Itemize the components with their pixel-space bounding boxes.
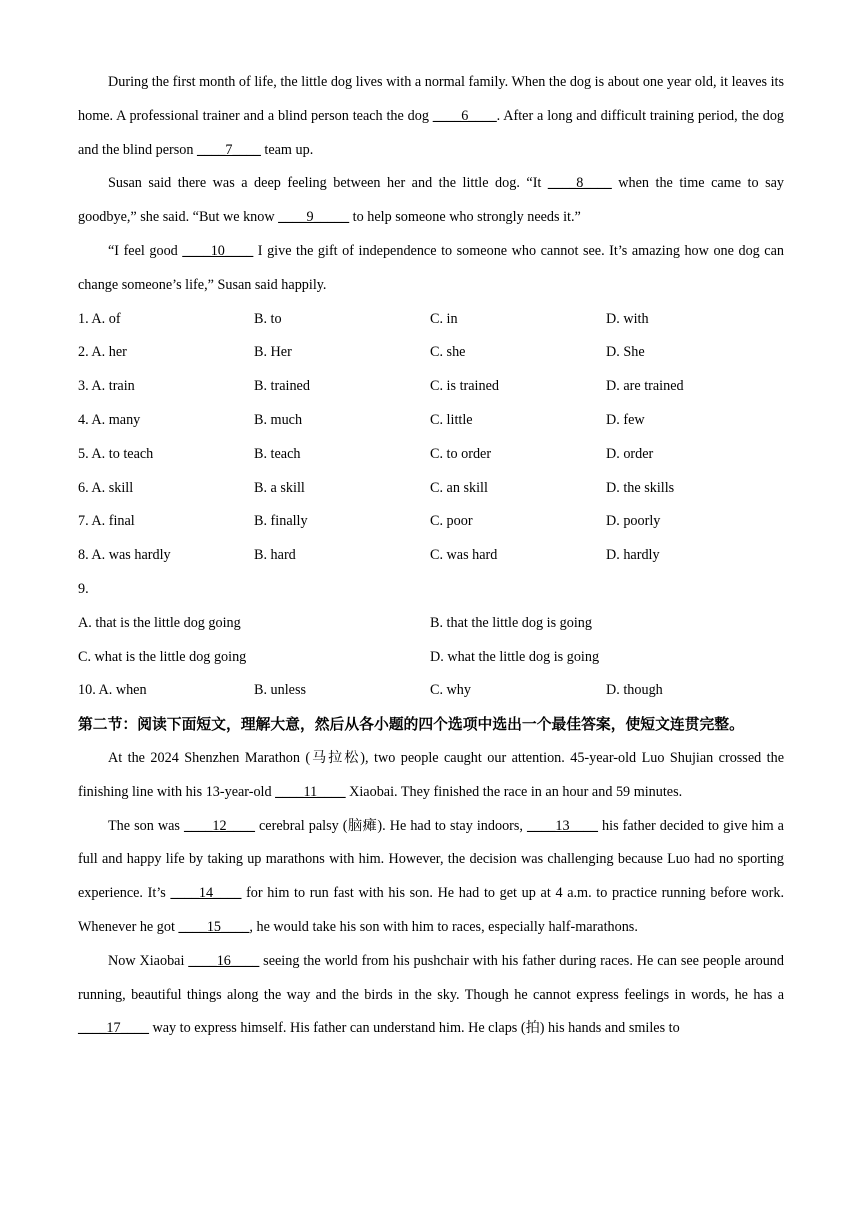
option-b: B. to: [254, 310, 282, 327]
text: when the time came to say goodbye,” she said. “But we know: [78, 175, 784, 226]
question-list: [78, 303, 784, 709]
section-2-heading: 第二节：阅读下面短文，理解大意，然后从各小题的四个选项中选出一个最佳答案，使短文连贯完整。: [78, 716, 744, 734]
option-d: D. with: [606, 310, 649, 327]
passage2-paragraph-3: [78, 945, 784, 1046]
question-7: [78, 505, 784, 539]
option-a: 1. A. of: [78, 310, 121, 327]
blank-17: ____17____: [78, 1020, 149, 1037]
option-d: D. She: [606, 344, 645, 361]
option-d: D. poorly: [606, 513, 661, 530]
option-a: 4. A. many: [78, 411, 141, 428]
option-d: D. the skills: [606, 479, 675, 496]
question-9-row-2: [78, 641, 784, 675]
text: During the first month of life, the little dog lives with a normal family. When the dog is about one year old, it leaves its home. A professional trainer and a blind person teach the dog: [78, 74, 784, 124]
text: seeing the world from his pushchair with his father during races. He can see people around running, beautiful things along the way and the birds in the sky. Though he cannot express feelings in words, he has a: [78, 952, 784, 1003]
text: team up.: [260, 141, 314, 158]
passage1-paragraph-1: [78, 66, 784, 167]
option-c: C. what is the little dog going: [78, 648, 247, 665]
option-c: C. why: [430, 682, 471, 699]
option-d: D. are trained: [606, 378, 684, 395]
blank-11: ____11____: [275, 783, 346, 800]
blank-12: ____12____: [184, 817, 255, 834]
blank-10: ____10____: [182, 242, 254, 259]
option-c: C. she: [430, 344, 466, 361]
option-a: 5. A. to teach: [78, 445, 154, 462]
question-1: [78, 303, 784, 337]
text: his father decided to give him a full and happy life by taking up marathons with him. However, the decision was challenging because Luo had no sporting experience. It’s: [78, 817, 784, 902]
blank-7: ____7____: [197, 141, 261, 158]
blank-15: ____15____: [178, 918, 250, 935]
option-d: D. hardly: [606, 547, 660, 564]
question-6: [78, 472, 784, 506]
option-d: D. what the little dog is going: [430, 648, 600, 665]
question-9-number: 9.: [78, 580, 89, 597]
question-8: [78, 539, 784, 573]
option-a: 7. A. final: [78, 513, 135, 530]
blank-8: ____8____: [547, 175, 612, 192]
text: Xiaobai. They finished the race in an hour and 59 minutes.: [345, 783, 683, 800]
option-c: C. little: [430, 411, 473, 428]
question-10: [78, 674, 784, 708]
blank-16: ____16____: [188, 952, 260, 969]
text: The son was: [108, 817, 185, 834]
text: to help someone who strongly needs it.”: [349, 209, 581, 226]
option-d: D. few: [606, 411, 645, 428]
text: way to express himself. His father can understand him. He claps (拍) his hands and smiles to: [148, 1020, 680, 1037]
text: Now Xiaobai: [108, 952, 189, 969]
text: cerebral palsy (脑瘫). He had to stay indoors,: [254, 817, 528, 834]
option-b: B. trained: [254, 378, 310, 395]
option-b: B. that the little dog is going: [430, 614, 592, 631]
option-b: B. a skill: [254, 479, 305, 496]
option-a: 3. A. train: [78, 378, 135, 395]
option-c: C. poor: [430, 513, 473, 530]
passage2-paragraph-1: [78, 742, 784, 810]
blank-9: ____9_____: [278, 209, 350, 226]
option-c: C. is trained: [430, 378, 499, 395]
option-d: D. though: [606, 682, 663, 699]
question-4: [78, 404, 784, 438]
option-b: B. unless: [254, 682, 307, 699]
option-a: A. that is the little dog going: [78, 614, 241, 631]
option-b: B. teach: [254, 445, 301, 462]
text: “I feel good: [108, 242, 183, 259]
option-a: 6. A. skill: [78, 479, 134, 496]
option-b: B. finally: [254, 513, 308, 530]
option-d: D. order: [606, 445, 654, 462]
document-page: [78, 66, 784, 1046]
option-c: C. to order: [430, 445, 492, 462]
passage1-paragraph-2: [78, 167, 784, 235]
option-b: B. Her: [254, 344, 292, 361]
text: At the 2024 Shenzhen Marathon (马拉松), two people caught our attention. 45-year-old Luo Shujian crossed the finishing line with his 13-year-old: [78, 749, 784, 800]
passage1-paragraph-3: [78, 235, 784, 303]
passage2-paragraph-2: [78, 810, 784, 945]
question-5: [78, 438, 784, 472]
blank-6: ____6____: [432, 107, 497, 124]
question-2: [78, 336, 784, 370]
text: for him to run fast with his son. He had to get up at 4 a.m. to practice running before work. Whenever he got: [78, 885, 785, 935]
blank-14: ____14____: [170, 885, 242, 902]
question-9-row-1: [78, 607, 784, 641]
option-c: C. an skill: [430, 479, 488, 496]
option-a: 2. A. her: [78, 344, 127, 361]
option-c: C. was hard: [430, 547, 498, 564]
blank-13: ____13____: [527, 817, 598, 834]
option-c: C. in: [430, 310, 458, 327]
option-a: 10. A. when: [78, 682, 147, 699]
question-3: [78, 370, 784, 404]
text: I give the gift of independence to someone who cannot see. It’s amazing how one dog can change someone’s life,” Susan said happily.: [78, 242, 784, 293]
text: . After a long and difficult training period, the dog and the blind person: [78, 107, 785, 158]
option-b: B. hard: [254, 547, 296, 564]
option-a: 8. A. was hardly: [78, 547, 171, 564]
text: , he would take his son with him to races, especially half-marathons.: [249, 918, 638, 935]
text: Susan said there was a deep feeling between her and the little dog. “It: [108, 175, 548, 192]
option-b: B. much: [254, 411, 303, 428]
